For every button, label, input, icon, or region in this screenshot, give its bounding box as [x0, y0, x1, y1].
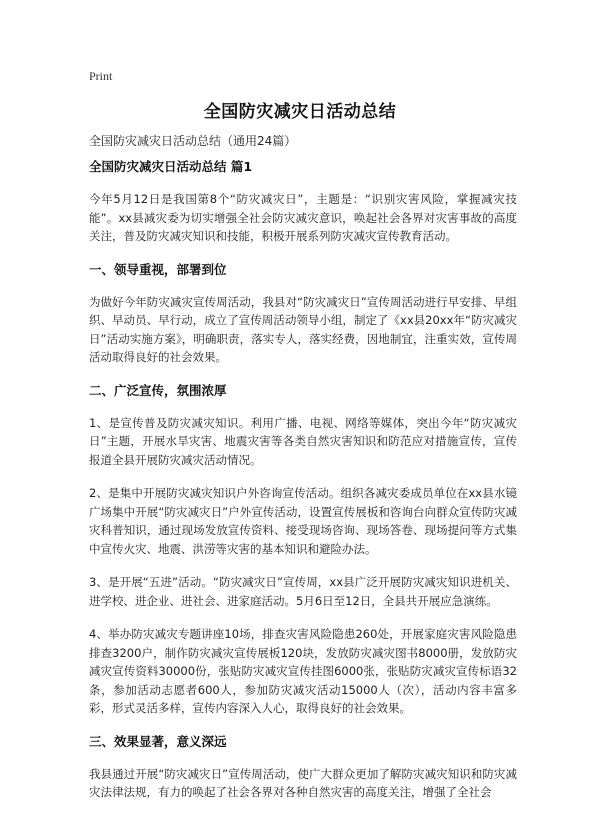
- print-label[interactable]: Print: [89, 69, 113, 83]
- document-subtitle: 全国防灾减灾日活动总结（通用24篇）: [89, 134, 297, 148]
- intro-paragraph: 今年5月12日是我国第8个“防灾减灾日”，主题是：“识别灾害风险，掌握减灾技能”。xx县减灾委为切实增强全社会防灾减灾意识，唤起社会各界对灾害事故的高度关注，普及防灾减灾知识和技能，积极开展系列防灾减灾宣传教育活动。: [89, 192, 517, 243]
- document-title: 全国防灾减灾日活动总结: [203, 102, 397, 122]
- paragraph-results: 我县通过开展“防灾减灾日”宣传周活动，使广大群众更加了解防灾减灾知识和防灾减灾法律法规，有力的唤起了社会各界对各种自然灾害的高度关注，增强了全社会: [89, 766, 517, 799]
- paragraph-publicity-1: 1、是宣传普及防灾减灾知识。利用广播、电视、网络等媒体，突出今年“防灾减灾日”主题，开展水旱灾害、地震灾害等各类自然灾害知识和防范应对措施宣传，宣传报道全县开展防灾减灾活动情况。: [89, 415, 517, 467]
- section-title: 全国防灾减灾日活动总结 篇1: [89, 159, 253, 174]
- paragraph-publicity-3: 3、是开展“五进”活动。“防灾减灾日”宣传周，xx县广泛开展防灾减灾知识进机关、进学校、进企业、进社会、进家庭活动。5月6日至12日，全县共开展应急演练。: [89, 575, 517, 608]
- heading-publicity: 二、广泛宣传，氛围浓厚: [89, 382, 227, 398]
- heading-leadership: 一、领导重视，部署到位: [89, 261, 227, 277]
- paragraph-publicity-4: 4、举办防灾减灾专题讲座10场，排查灾害风险隐患260处，开展家庭灾害风险隐患排查3200户，制作防灾减灾宣传展板120块，发放防灾减灾图书8000册，发放防灾减灾宣传资料30000份，张贴防灾减灾宣传挂图6000张，张贴防灾减灾宣传标语32条，参加活动志愿者600人，参加防灾减灾活动15000人（次），活动内容丰富多彩，形式灵活多样，宣传内容深入人心，取得良好的社会效果。: [89, 627, 517, 715]
- paragraph-publicity-2: 2、是集中开展防灾减灾知识户外咨询宣传活动。组织各减灾委成员单位在xx县水镜广场集中开展“防灾减灾日”户外宣传活动，设置宣传展板和咨询台向群众宣传防灾减灾科普知识，通过现场发放宣传资料、接受现场咨询、现场答卷、现场提问等方式集中宣传火灾、地震、洪涝等灾害的基本知识和避险办法。: [89, 486, 517, 556]
- paragraph-leadership: 为做好今年防灾减灾宣传周活动，我县对“防灾减灾日”宣传周活动进行早安排、早组织、早动员、早行动，成立了宣传周活动领导小组，制定了《xx县20xx年“防灾减灾日”活动实施方案》，明确职责，落实专人，落实经费，因地制宜，注重实效，宣传周活动取得良好的社会效果。: [89, 294, 517, 364]
- document-body: [89, 152, 517, 817]
- heading-results: 三、效果显著，意义深远: [89, 733, 227, 749]
